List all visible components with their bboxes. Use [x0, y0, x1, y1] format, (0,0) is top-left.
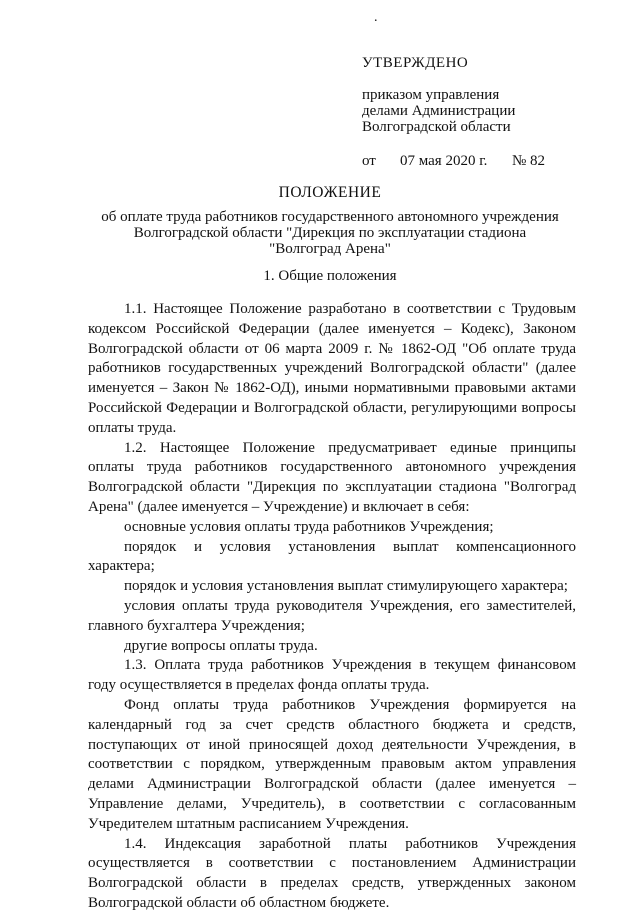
issuer-line: приказом управления [362, 87, 500, 103]
list-item: порядок и условия установления выплат компенсационного характера; [88, 538, 576, 575]
paragraph-wage-fund: Фонд оплаты труда работников Учреждения формируется на календарный год за счет средств областного бюджета и средств, поступающих от иной приносящей доход деятельности Учреждения, в соответствии с порядком, утвержденным правовым актом управления делами Администрации Волгоградской области (далее именуется – Управление делами, Учредитель), в соответствии с согласованным Учредителем штатным расписанием Учреждения. [88, 696, 576, 832]
from-label: от [362, 153, 376, 169]
approval-number: № 82 [512, 153, 546, 169]
paragraph-1-1: 1.1. Настоящее Положение разработано в соответствии с Трудовым кодексом Российской Федерации (далее именуется – Кодекс), Законом Волгоградской области от 06 марта 2009 г. № 1862-ОД "Об оплате труда работников государственных учреждений Волгоградской области" (далее именуется – Закон № 1862-ОД), иными нормативными правовыми актами Российской Федерации и Волгоградской области, регулирующими вопросы оплаты труда. [88, 301, 576, 436]
section-heading: 1. Общие положения [263, 268, 397, 284]
paragraph-1-4: 1.4. Индексация заработной платы работников Учреждения осуществляется в соответствии с постановлением Администрации Волгоградской области в пределах средств, утвержденных законом Волгоградской области об областном бюджете. [88, 835, 576, 911]
issuer-line: делами Администрации [362, 103, 516, 119]
document-title: ПОЛОЖЕНИЕ [278, 184, 382, 201]
list-item: основные условия оплаты труда работников Учреждения; [124, 518, 494, 535]
paragraph-1-3: 1.3. Оплата труда работников Учреждения в текущем финансовом году осуществляется в пределах фонда оплаты труда. [88, 657, 576, 694]
subtitle-line: об оплате труда работников государственного автономного учреждения [101, 209, 559, 225]
paragraph-1-2: 1.2. Настоящее Положение предусматривает единые принципы оплаты труда работников государственного автономного учреждения Волгоградской области "Дирекция по эксплуатации стадиона "Волгоград Арена" (далее именуется – Учреждение) и включает в себя: [88, 439, 576, 515]
document-subtitle [60, 209, 600, 257]
subtitle-line: "Волгоград Арена" [269, 241, 391, 257]
list-item: другие вопросы оплаты труда. [124, 637, 318, 654]
approval-title: УТВЕРЖДЕНО [362, 55, 469, 71]
subtitle-line: Волгоградской области "Дирекция по эксплуатации стадиона [133, 225, 527, 241]
document-body [88, 300, 576, 914]
approval-dateline [362, 153, 602, 171]
approval-issuer [362, 87, 602, 135]
list-item: порядок и условия установления выплат стимулирующего характера; [124, 578, 568, 595]
list-item: условия оплаты труда руководителя Учреждения, его заместителей, главного бухгалтера Учреждения; [88, 597, 576, 634]
issuer-line: Волгоградской области [362, 119, 511, 135]
approval-block [362, 54, 602, 171]
approval-date: 07 мая 2020 г. [400, 153, 488, 169]
page-mark: . [374, 10, 378, 25]
